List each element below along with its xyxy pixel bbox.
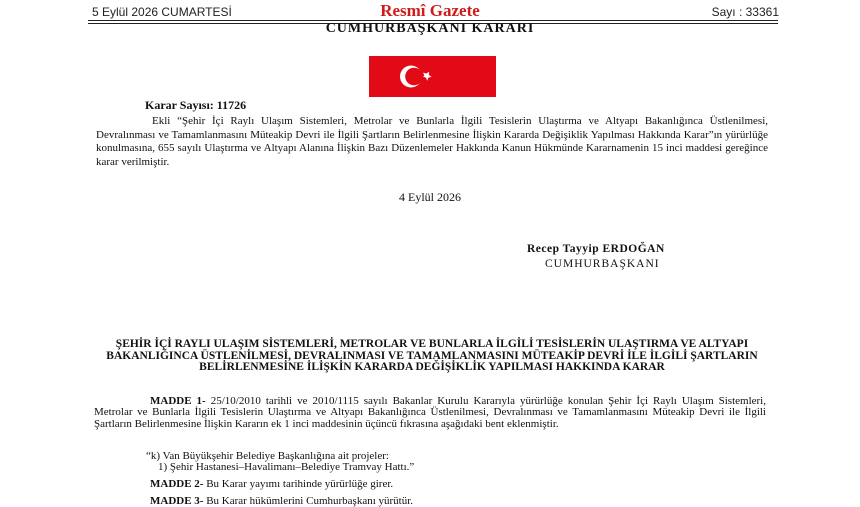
article-1-text: 25/10/2010 tarihli ve 2010/1115 sayılı Bakanlar Kurulu Kararıyla yürürlüğe konulan Şehir İçi Raylı Ulaşım Sistemleri, Metrolar ve Bunlarla İlgili Tesislerin Ulaştırma ve Altyapı Bakanlığınca Üstlenilmesi, Devralınması ve Tamamlanmasını Müteakip Devri ile İlgili Şartların Belirlenmesine İlişkin Kararın ek 1 inci maddesinin üçüncü fıkrasına aşağıdaki bent eklenmiştir. bbox=[94, 395, 766, 430]
gazette-header bbox=[0, 0, 860, 22]
signer-title: CUMHURBAŞKANI bbox=[545, 258, 660, 270]
article-1-label: MADDE 1- bbox=[150, 395, 206, 407]
article-1 bbox=[94, 396, 766, 430]
article-3-text: Bu Karar hükümlerini Cumhurbaşkanı yürütür. bbox=[203, 495, 414, 507]
article-3 bbox=[150, 495, 413, 507]
header-date: 5 Eylül 2026 CUMARTESİ bbox=[92, 5, 232, 19]
turkish-flag-icon bbox=[369, 56, 496, 97]
quote-line-2: 1) Şehir Hastanesi–Havalimanı–Belediye Tramvay Hattı.” bbox=[158, 461, 415, 473]
article-2-text: Bu Karar yayımı tarihinde yürürlüğe girer. bbox=[203, 478, 394, 490]
article-3-label: MADDE 3- bbox=[150, 495, 204, 507]
gazette-name: Resmî Gazete bbox=[380, 1, 480, 20]
section-title: CUMHURBAŞKANI KARARI bbox=[325, 21, 535, 36]
issue-number: Sayı : 33361 bbox=[711, 5, 779, 19]
signer-name: Recep Tayyip ERDOĞAN bbox=[527, 243, 665, 255]
article-2-label: MADDE 2- bbox=[150, 478, 204, 490]
article-2 bbox=[150, 478, 393, 490]
quote-line-1: “k) Van Büyükşehir Belediye Başkanlığına ait projeler: bbox=[146, 450, 389, 462]
decision-date: 4 Eylül 2026 bbox=[399, 190, 461, 204]
regulation-title: ŞEHİR İÇİ RAYLI ULAŞIM SİSTEMLERİ, METROLAR VE BUNLARLA İLGİLİ TESİSLERİN ULAŞTIRMA VE ALTYAPI BAKANLIĞINCA ÜSTLENİLMESİ, DEVRALINMASI VE TAMAMLANMASINI MÜTEAKİP DEVRİ İLE İLGİLİ ŞARTLARIN BELİRLENMESİNE İLİŞKİN KARARDA DEĞİŞİKLİK YAPILMASI HAKKINDA KARAR bbox=[106, 338, 758, 373]
intro-paragraph: Ekli “Şehir İçi Raylı Ulaşım Sistemleri, Metrolar ve Bunlarla İlgili Tesislerin Ulaştırma ve Altyapı Bakanlığınca Üstlenilmesi, Devralınması ve Tamamlanmasını Müteakip Devri ile İlgili Şartların Belirlenmesine İlişkin Kararda Değişiklik Yapılması Hakkında Karar”ın yürürlüğe konulmasına, 655 sayılı Ulaştırma ve Altyapı Alanına İlişkin Bazı Düzenlemeler Hakkında Kanun Hükmünde Kararnamenin 15 inci maddesi gereğince karar verilmiştir. bbox=[96, 115, 768, 168]
decision-number: Karar Sayısı: 11726 bbox=[145, 98, 247, 112]
